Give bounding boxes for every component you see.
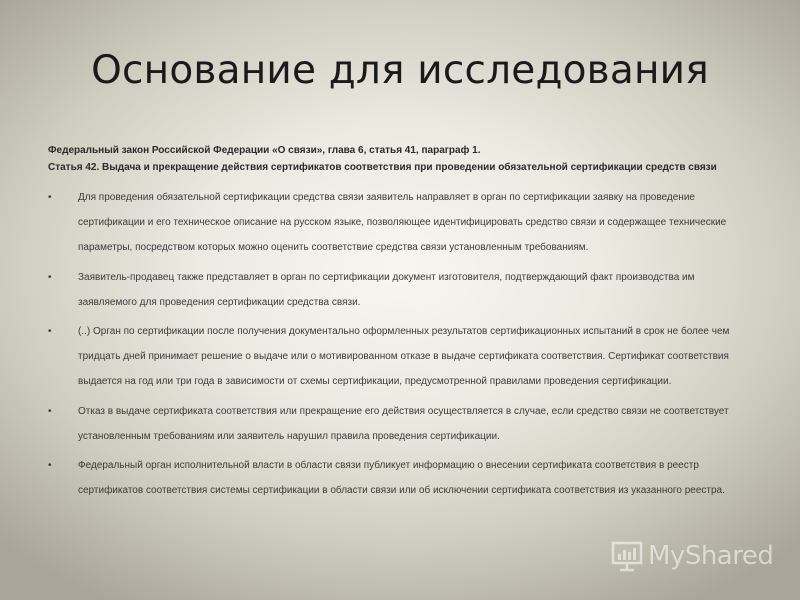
bullet-text: Федеральный орган исполнительной власти в области связи публикует информацию о внесении сертификата соответствия в реестр сертификатов соответствия системы сертификации в области связи или об исключении сертификата соответствия из указанного реестра. [78, 460, 725, 497]
bullet-marker: • [48, 192, 52, 203]
bullet-marker: • [48, 460, 52, 472]
bullet-list [48, 185, 738, 507]
bullet-text: Для проведения обязательной сертификации средства связи заявитель направляет в орган по сертификации заявку на проведение сертификации и его техническое описание на русском языке, позволяющее идентифицировать средство связи и содержащее технические параметры, посредством которых можно оценить соответствие средства связи установленным требованиям. [78, 192, 727, 254]
slide-title: Основание для исследования [91, 48, 709, 93]
law-reference-heading: Федеральный закон Российской Федерации «О связи», глава 6, статья 41, параграф 1. [48, 145, 481, 156]
article-heading: Статья 42. Выдача и прекращение действия сертификатов соответствия при проведении обязательной сертификации средств связи [48, 162, 717, 173]
bullet-item [48, 319, 738, 395]
presentation-board-icon [610, 539, 644, 573]
watermark-text: MyShared [648, 541, 774, 571]
bullet-marker: • [48, 271, 52, 283]
bullet-marker: • [48, 326, 52, 338]
bullet-marker: • [48, 405, 52, 417]
bullet-item [48, 265, 738, 315]
myshared-watermark [610, 538, 773, 574]
bullet-text: Отказ в выдаче сертификата соответствия или прекращение его действия осуществляется в случае, если средство связи не соответствует установленным требованиям или заявитель нарушил правила проведения сертификации. [78, 405, 729, 442]
bullet-item [48, 453, 738, 503]
bullet-text: Заявитель-продавец также представляет в орган по сертификации документ изготовителя, подтверждающий факт производства им заявляемого для проведения сертификации средства связи. [78, 271, 695, 308]
bullet-text: (..) Орган по сертификации после получения документально оформленных результатов сертификационных испытаний в срок не более чем тридцать дней принимает решение о выдаче или о мотивированном отказе в выдаче сертификата соответствия. Сертификат соответствия выдается на год или три года в зависимости от схемы сертификации, предусмотренной правилами проведения сертификации. [78, 326, 730, 388]
bullet-item [48, 185, 738, 261]
bullet-item [48, 399, 738, 449]
